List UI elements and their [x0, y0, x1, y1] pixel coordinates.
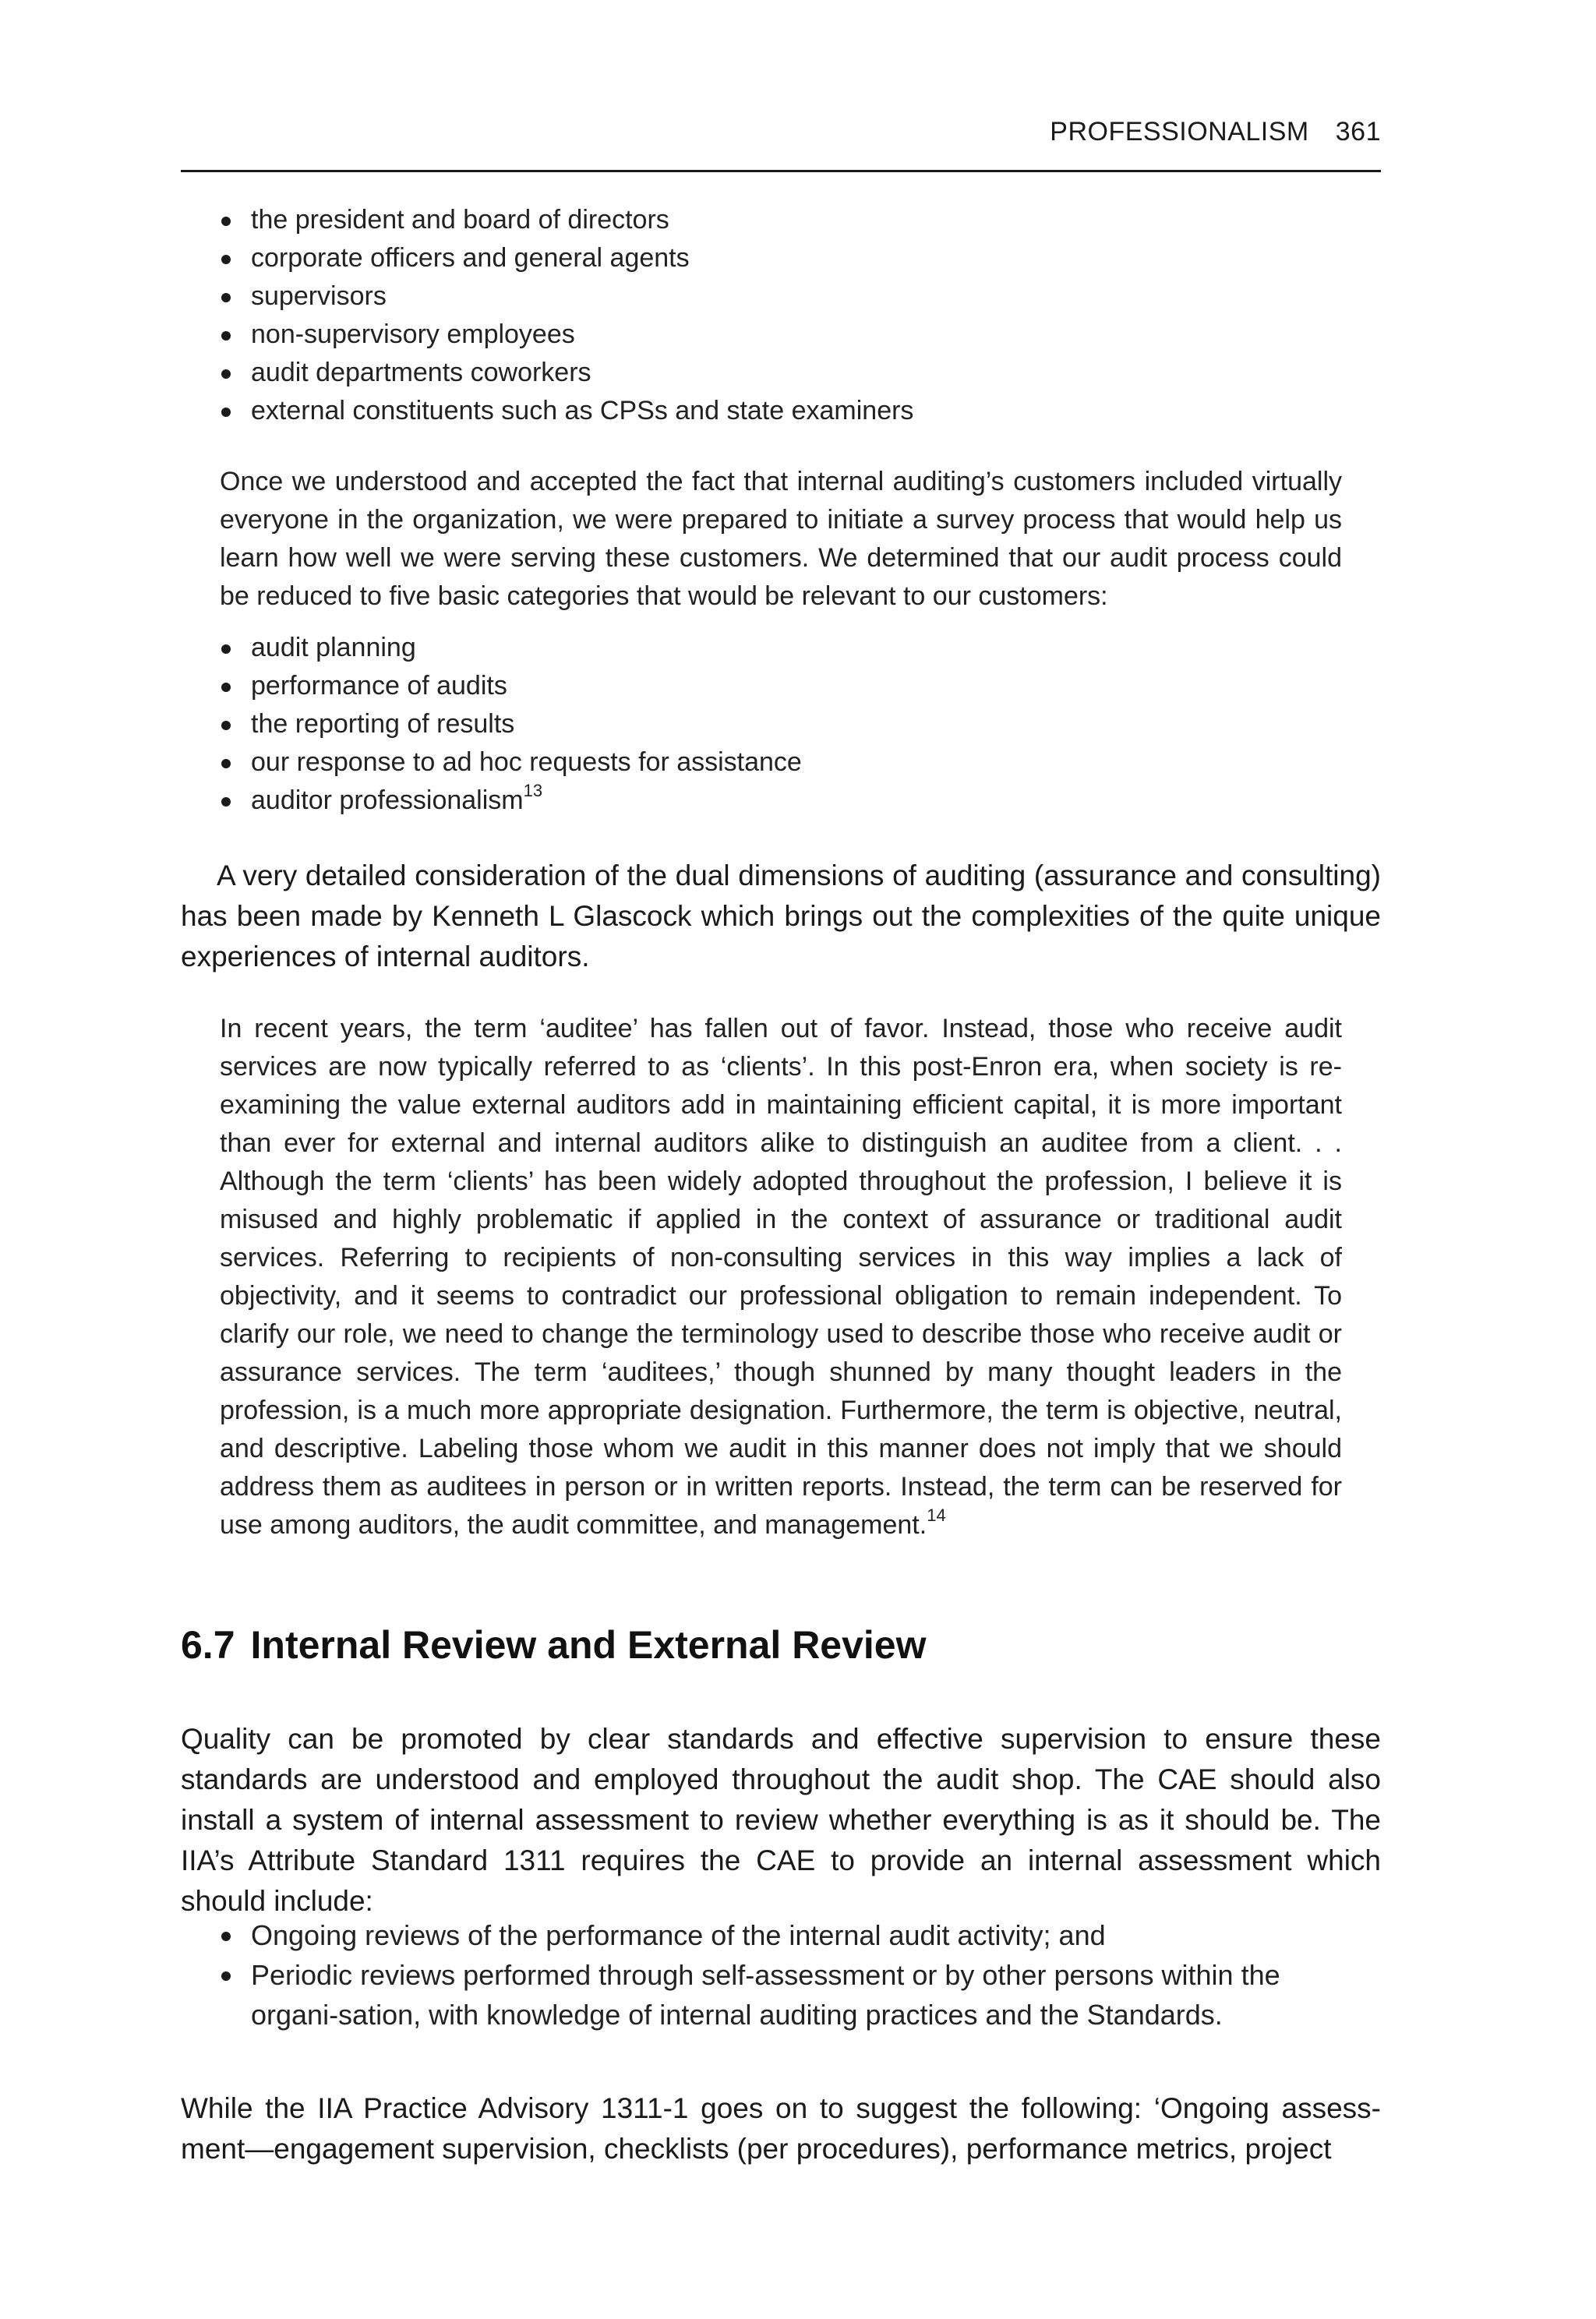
- list-item: the president and board of directors: [220, 201, 1342, 239]
- list-item: external constituents such as CPSs and state examiners: [220, 392, 1342, 430]
- list-item: non-supervisory employees: [220, 316, 1342, 354]
- list-item-text: auditor professionalism: [251, 785, 524, 815]
- list-item: performance of audits: [220, 667, 1342, 705]
- glascock-quote: [220, 1010, 1342, 1544]
- list-item: corporate officers and general agents: [220, 239, 1342, 277]
- list-item: [220, 782, 1342, 820]
- list-item: the reporting of results: [220, 705, 1342, 743]
- page-number: 361: [1335, 117, 1381, 146]
- survey-quote: Once we understood and accepted the fact that internal auditing’s customers included virtually everyone in the organization, we were prepared to initiate a survey process that would help us learn how well we were serving these customers. We determined that our audit process could be reduced to five basic categories that would be relevant to our customers:: [220, 467, 1342, 611]
- quote-text: In recent years, the term ‘auditee’ has fallen out of favor. Instead, those who receive audit services are now typically referred to as ‘clients’. In this post-Enron era, when society is re-examining the value external auditors add in maintaining efficient capital, it is more important than ever for external and internal auditors alike to distinguish an auditee from a client. . . Although the term ‘clients’ has been widely adopted throughout the profession, I believe it is misused and highly problematic if applied in the context of assurance or traditional audit services. Referring to recipients of non-consulting services in this way implies a lack of objectivity, and it seems to contradict our professional obligation to remain independent. To clarify our role, we need to change the terminology used to describe those who receive audit or assurance services. The term ‘auditees,’ though shunned by many thought leaders in the profession, is a much more appropriate designation. Furthermore, the term is objective, neutral, and descriptive. Labeling those whom we audit in this manner does not imply that we should address them as auditees in person or in written reports. Instead, the term can be reserved for use among auditors, the audit committee, and management.: [220, 1014, 1342, 1540]
- section-heading: [181, 1622, 927, 1668]
- section-number: 6.7: [181, 1623, 235, 1667]
- customer-list: [220, 201, 1342, 430]
- list-item: audit planning: [220, 629, 1342, 667]
- glascock-intro: A very detailed consideration of the dual dimensions of auditing (assurance and consulting) has been made by Kenneth L Glascock which brings out the complexities of the quite unique experiences of internal auditors.: [181, 859, 1381, 972]
- section-title: Internal Review and External Review: [250, 1623, 927, 1667]
- footnote-ref: 14: [927, 1505, 946, 1525]
- category-list: [220, 629, 1342, 820]
- list-item: our response to ad hoc requests for assistance: [220, 743, 1342, 782]
- running-head: [181, 117, 1381, 172]
- footnote-ref: 13: [523, 780, 543, 800]
- list-item: Periodic reviews performed through self-assessment or by other persons within the organi-sation, with knowledge of internal auditing practices and the Standards.: [220, 1955, 1342, 2035]
- list-item: supervisors: [220, 277, 1342, 316]
- assessment-list: [220, 1915, 1342, 2035]
- list-item: audit departments coworkers: [220, 354, 1342, 392]
- quality-paragraph: Quality can be promoted by clear standards and effective supervision to ensure these standards are understood and employed throughout the audit shop. The CAE should also install a system of internal assessment to review whether everything is as it should be. The IIA’s Attribute Standard 1311 requires the CAE to provide an internal assessment which should include:: [181, 1723, 1381, 1917]
- list-item: Ongoing reviews of the performance of the internal audit activity; and: [220, 1915, 1342, 1955]
- running-head-section: PROFESSIONALISM: [1050, 117, 1309, 146]
- advisory-paragraph: While the IIA Practice Advisory 1311-1 goes on to suggest the following: ‘Ongoing assess-ment—engagement supervision, checklists (per procedures), performance metrics, project: [181, 2092, 1381, 2165]
